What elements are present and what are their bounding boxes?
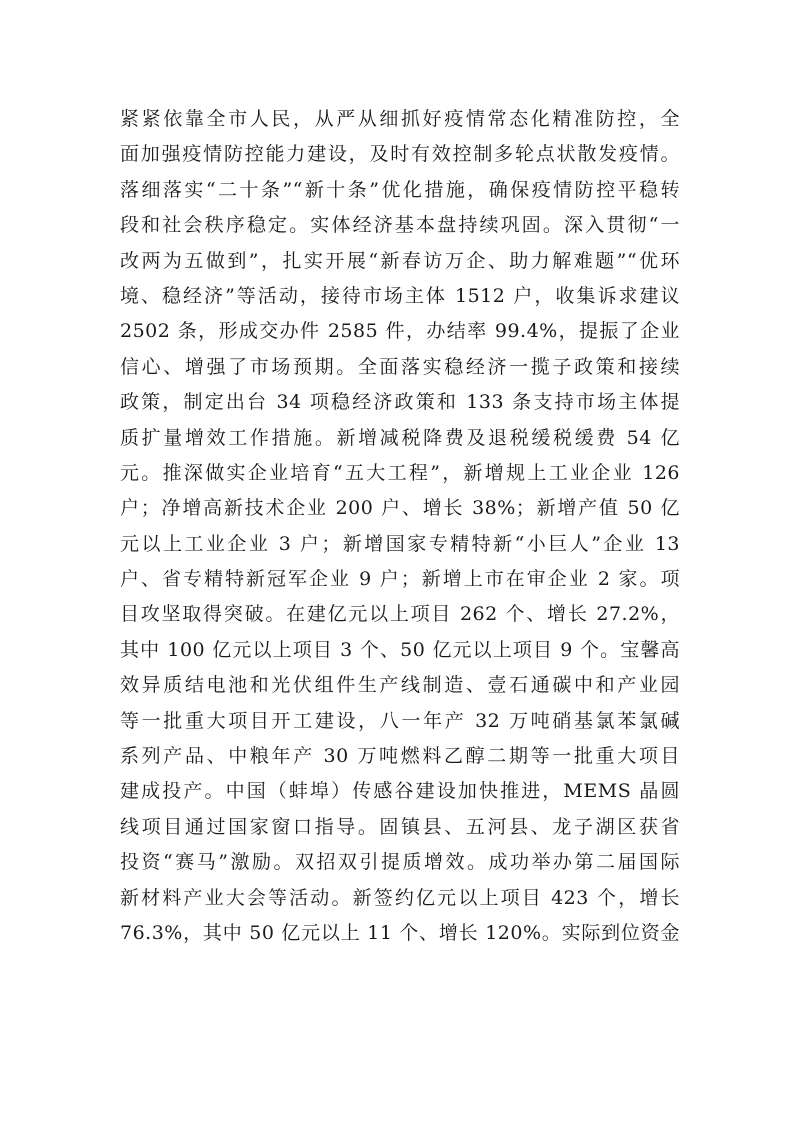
text-line-10: 质扩量增效工作措施。新增减税降费及退税缓税缓费 54 亿 — [120, 426, 680, 449]
text-line-1: 紧紧依靠全市人民，从严从细抓好疫情常态化精准防控，全 — [120, 108, 680, 130]
text-line-17: 效异质结电池和光伏组件生产线制造、壹石通碳中和产业园 — [120, 674, 680, 697]
text-line-18: 等一批重大项目开工建设，八一年产 32 万吨硝基氯苯氯碱 — [120, 709, 680, 732]
text-line-3: 落细落实“二十条”“新十条”优化措施，确保疫情防控平稳转 — [120, 178, 680, 201]
text-line-16: 其中 100 亿元以上项目 3 个、50 亿元以上项目 9 个。宝馨高 — [120, 638, 680, 661]
text-line-9: 政策，制定出台 34 项稳经济政策和 133 条支持市场主体提 — [120, 391, 680, 414]
text-line-6: 境、稳经济”等活动，接待市场主体 1512 户，收集诉求建议 — [120, 284, 680, 307]
text-line-15: 目攻坚取得突破。在建亿元以上项目 262 个、增长 27.2%， — [120, 603, 680, 626]
text-line-23: 新材料产业大会等活动。新签约亿元以上项目 423 个，增长 — [120, 886, 680, 909]
text-line-20: 建成投产。中国（蚌埠）传感谷建设加快推进，MEMS 晶圆 — [120, 780, 680, 803]
text-line-24: 76.3%，其中 50 亿元以上 11 个、增长 120%。实际到位资金 — [120, 921, 680, 944]
text-line-11: 元。推深做实企业培育“五大工程”，新增规上工业企业 126 — [120, 461, 680, 484]
text-line-22: 投资“赛马”激励。双招双引提质增效。成功举办第二届国际 — [120, 851, 680, 874]
text-line-14: 户、省专精特新冠军企业 9 户；新增上市在审企业 2 家。项 — [120, 568, 680, 591]
text-line-13: 元以上工业企业 3 户；新增国家专精特新“小巨人”企业 13 — [120, 532, 680, 555]
text-line-21: 线项目通过国家窗口指导。固镇县、五河县、龙子湖区获省 — [120, 815, 680, 838]
text-line-5: 改两为五做到”，扎实开展“新春访万企、助力解难题”“优环 — [120, 249, 680, 272]
text-line-19: 系列产品、中粮年产 30 万吨燃料乙醇二期等一批重大项目 — [120, 745, 680, 768]
text-line-7: 2502 条，形成交办件 2585 件，办结率 99.4%，提振了企业 — [120, 320, 680, 343]
text-line-8: 信心、增强了市场预期。全面落实稳经济一揽子政策和接续 — [120, 355, 680, 378]
body-paragraph — [120, 102, 680, 951]
text-line-4: 段和社会秩序稳定。实体经济基本盘持续巩固。深入贯彻“一 — [120, 214, 680, 237]
text-line-2: 面加强疫情防控能力建设，及时有效控制多轮点状散发疫情。 — [120, 143, 680, 166]
text-line-12: 户；净增高新技术企业 200 户、增长 38%；新增产值 50 亿 — [120, 497, 680, 520]
